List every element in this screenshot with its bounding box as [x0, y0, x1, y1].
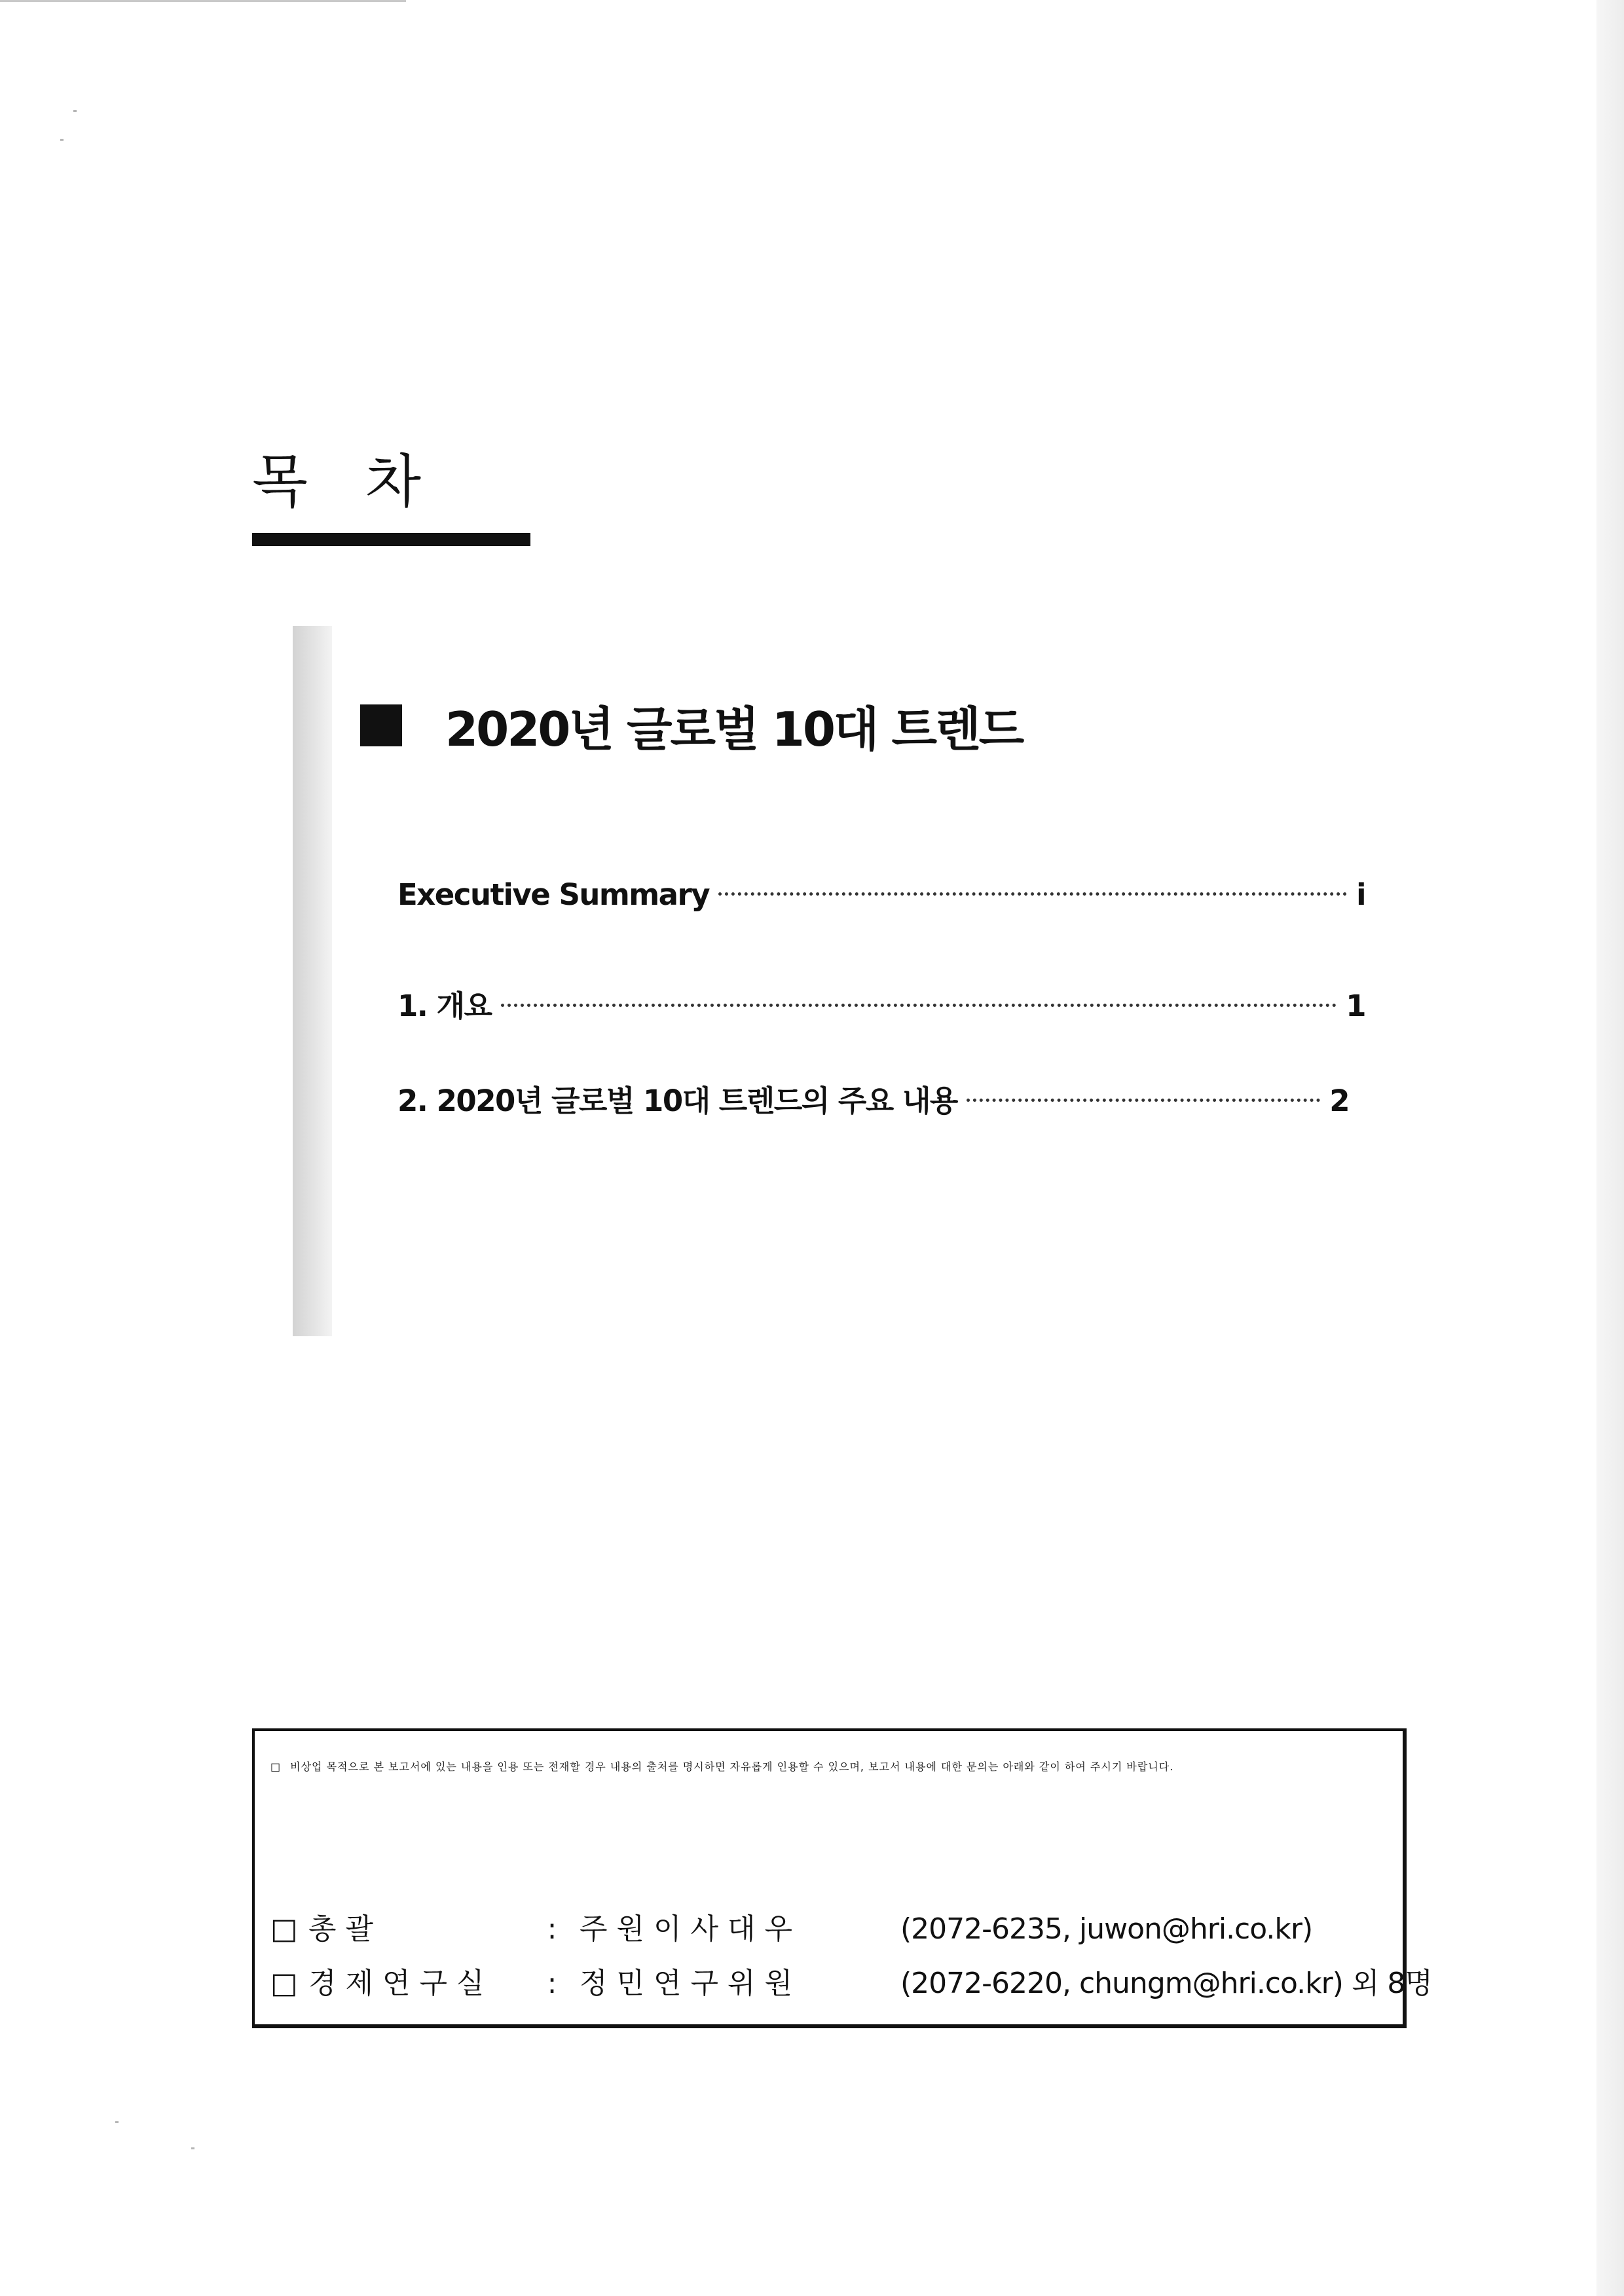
toc-entry-page: 1 — [1346, 989, 1365, 1023]
scan-speck — [191, 2147, 194, 2149]
toc-entry-main-content[interactable] — [397, 1077, 1349, 1120]
checkbox-square-icon: □ — [270, 1967, 298, 2000]
scan-speck — [115, 2121, 119, 2123]
black-square-icon — [360, 704, 402, 746]
toc-entry-page: 2 — [1329, 1084, 1349, 1118]
toc-heading: 목 차 — [252, 448, 441, 515]
contact-detail[interactable]: (2072-6220, chungm@hri.co.kr) 외 8명 — [900, 1967, 1432, 2000]
scan-edge-top — [0, 0, 406, 2]
toc-entry-executive-summary[interactable] — [397, 877, 1365, 912]
scan-speck — [73, 110, 77, 112]
contact-label — [308, 1969, 518, 1998]
contact-colon: : — [547, 1967, 557, 2000]
contact-name: 주 원 이 사 대 우 — [580, 1912, 792, 1946]
contact-label — [308, 1912, 518, 1946]
contact-colon: : — [547, 1912, 557, 1946]
toc-entry-label: 1. 개요 — [397, 989, 492, 1023]
toc-entry-label: Executive Summary — [397, 877, 710, 912]
toc-entry-overview[interactable] — [397, 982, 1365, 1025]
contact-detail[interactable]: (2072-6235, juwon@hri.co.kr) — [900, 1912, 1313, 1946]
dot-leader — [501, 1004, 1337, 1007]
notice-text: 비상업 목적으로 본 보고서에 있는 내용을 인용 또는 전재할 경우 내용의 출처를 명시하면 자유롭게 인용할 수 있으며, 보고서 내용에 대한 문의는 아래와 같이 하여 주시기 바랍니다. — [290, 1760, 1174, 1773]
section-title — [360, 693, 1022, 758]
toc-entry-label: 2. 2020년 글로벌 10대 트렌드의 주요 내용 — [397, 1084, 957, 1118]
contact-row-economic-research — [270, 1969, 1432, 1998]
checkbox-square-icon: □ — [270, 1912, 298, 1946]
notice-paragraph — [270, 1745, 1377, 1788]
scan-edge-right — [1596, 0, 1624, 2296]
contents-side-stripe — [293, 626, 332, 1336]
section-title-label: 2020년 글로벌 10대 트렌드 — [445, 702, 1023, 757]
contact-name: 정 민 연 구 위 원 — [580, 1967, 792, 2000]
heading-underline — [252, 533, 530, 546]
scan-speck — [60, 139, 64, 141]
dot-leader — [967, 1099, 1320, 1102]
contact-row-general — [270, 1912, 1313, 1946]
contact-label-text: 총 괄 — [308, 1912, 373, 1946]
toc-entry-page: i — [1356, 877, 1365, 912]
contact-label-text: 경 제 연 구 실 — [308, 1967, 485, 2000]
checkbox-square-icon: □ — [270, 1760, 282, 1773]
dot-leader — [718, 892, 1347, 896]
